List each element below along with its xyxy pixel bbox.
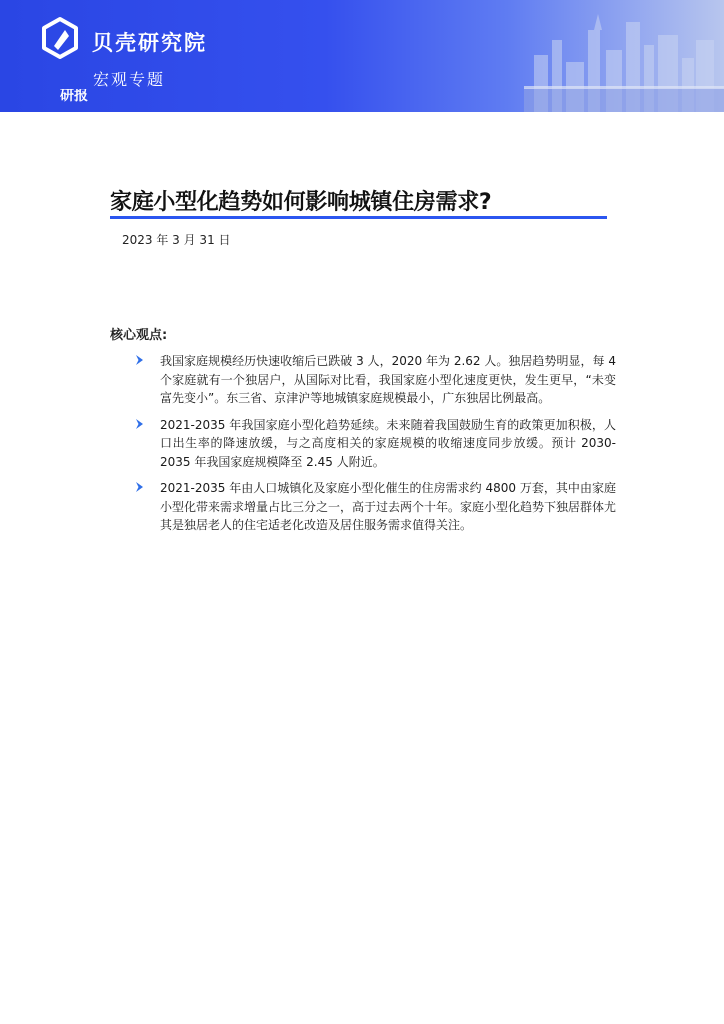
core-views-list bbox=[132, 352, 616, 543]
brand-name: 贝壳研究院 bbox=[92, 31, 207, 55]
chevron-right-icon bbox=[134, 481, 146, 493]
report-date: 2023 年 3 月 31 日 bbox=[122, 233, 231, 247]
core-views-heading: 核心观点: bbox=[110, 328, 168, 343]
title-underline bbox=[110, 216, 607, 219]
list-item bbox=[132, 352, 616, 408]
report-tag: 研报 bbox=[60, 89, 88, 104]
report-title: 家庭小型化趋势如何影响城镇住房需求? bbox=[110, 190, 492, 215]
list-item bbox=[132, 479, 616, 535]
list-item bbox=[132, 416, 616, 472]
report-category: 宏观专题 bbox=[93, 70, 166, 89]
beike-logo-icon bbox=[38, 16, 82, 60]
chevron-right-icon bbox=[134, 418, 146, 430]
chevron-right-icon bbox=[134, 354, 146, 366]
point-text: 2021-2035 年我国家庭小型化趋势延续。未来随着我国鼓励生育的政策更加积极，人口出生率的降速放缓，与之高度相关的家庭规模的收缩速度同步放缓。预计 2030-2035 年我国家庭规模降至 2.45 人附近。 bbox=[160, 417, 616, 469]
city-skyline-image bbox=[524, 0, 724, 112]
point-text: 2021-2035 年由人口城镇化及家庭小型化催生的住房需求约 4800 万套，其中由家庭小型化带来需求增量占比三分之一，高于过去两个十年。家庭小型化趋势下独居群体尤其是独居老人的住宅适老化改造及居住服务需求值得关注。 bbox=[160, 481, 617, 532]
header-banner bbox=[0, 0, 724, 112]
point-text: 我国家庭规模经历快速收缩后已跌破 3 人，2020 年为 2.62 人。独居趋势明显，每 4 个家庭就有一个独居户，从国际对比看，我国家庭小型化速度更快，发生更早，“未变富先变小”。东三省、京津沪等地城镇家庭规模最小，广东独居比例最高。 bbox=[160, 354, 616, 405]
